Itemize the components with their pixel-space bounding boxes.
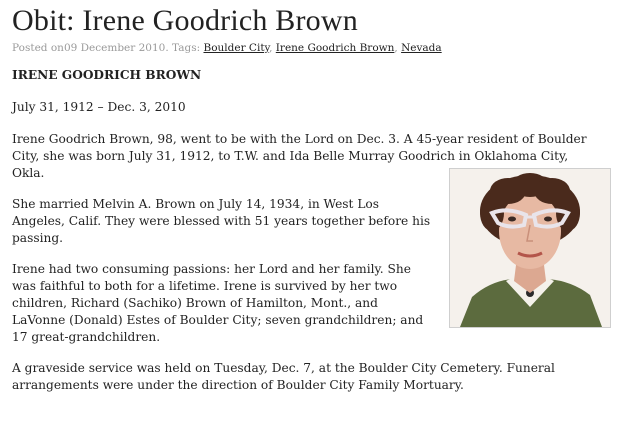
paragraph-marriage: She married Melvin A. Brown on July 14, 1934, in West Los Angeles, Calif. They were blessed with 51 years together before his passing. bbox=[12, 197, 431, 245]
tag-separator: , bbox=[394, 42, 398, 54]
post-title: Obit: Irene Goodrich Brown bbox=[12, 4, 358, 37]
portrait-photo bbox=[449, 168, 611, 328]
obituary-heading: IRENE GOODRICH BROWN bbox=[12, 68, 202, 82]
posted-label: Posted on bbox=[12, 42, 64, 54]
post-meta: Posted on09 December 2010. Tags: Boulder City, Irene Goodrich Brown, Nevada bbox=[12, 42, 442, 54]
portrait-photo-icon bbox=[450, 169, 610, 327]
life-dates: July 31, 1912 – Dec. 3, 2010 bbox=[12, 100, 186, 114]
tags-label: Tags: bbox=[172, 42, 201, 54]
tag-link-boulder-city[interactable]: Boulder City bbox=[203, 42, 270, 54]
paragraph-family: Irene had two consuming passions: her Lord and her family. She was faithful to both for a lifetime. Irene is survived by her two children, Richard (Sachiko) Brown of Hamilton, Mont., and LaVonne (Donald) Estes of Boulder City; seven grandchildren; and 17 great-grandchildren. bbox=[12, 262, 424, 344]
paragraph-intro: Irene Goodrich Brown, 98, went to be with the Lord on Dec. 3. A 45-year resident of Boulder City, she was born July 31, 1912, to T.W. and Ida Belle Murray Goodrich in Oklahoma City, Okla. bbox=[12, 132, 587, 180]
tag-link-irene-goodrich-brown[interactable]: Irene Goodrich Brown bbox=[275, 42, 395, 54]
post-date: 09 December 2010 bbox=[63, 42, 166, 54]
tag-link-nevada[interactable]: Nevada bbox=[401, 42, 442, 54]
paragraph-service: A graveside service was held on Tuesday, Dec. 7, at the Boulder City Cemetery. Funeral arrangements were under the direction of Boulder City Family Mortuary. bbox=[12, 361, 555, 392]
tag-separator: , bbox=[269, 42, 273, 54]
